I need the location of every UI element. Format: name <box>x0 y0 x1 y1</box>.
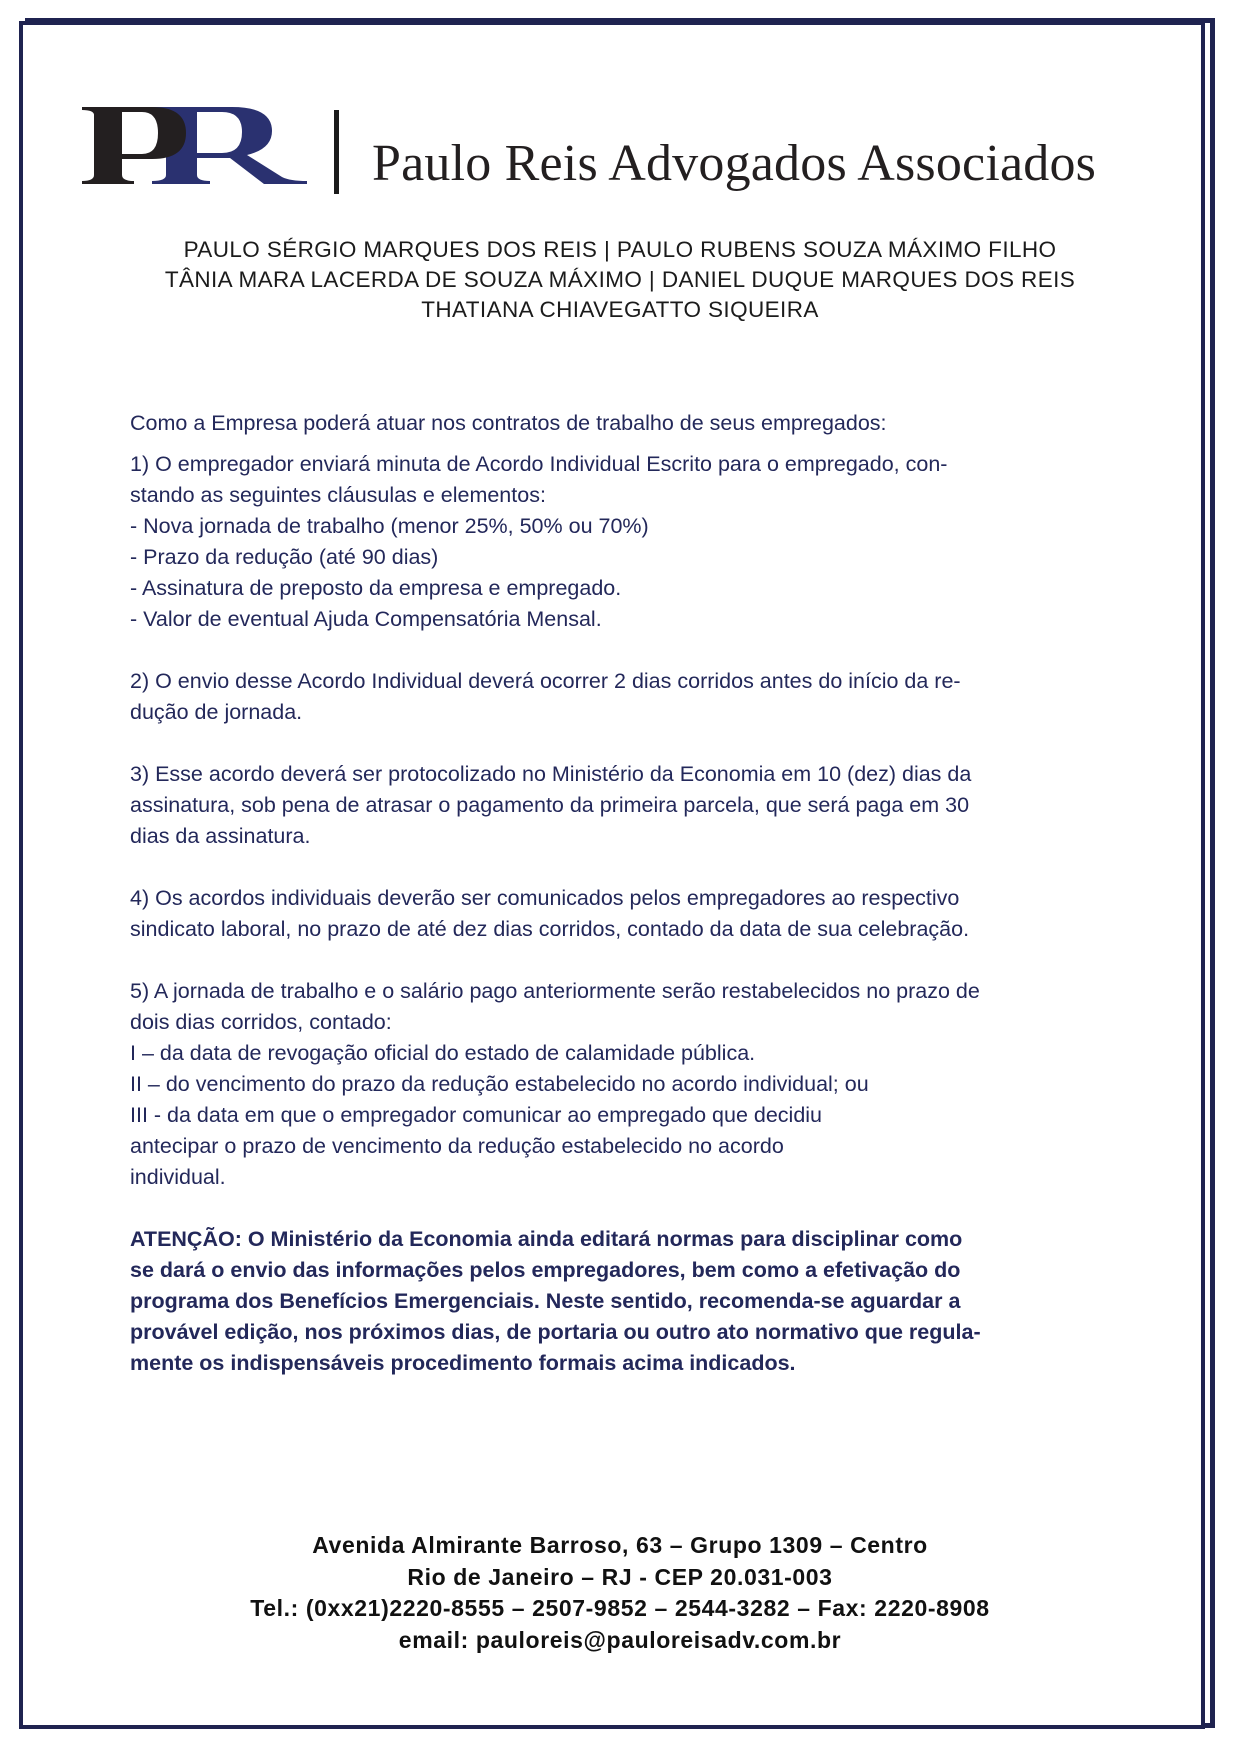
item-5-subitem: II – do vencimento do prazo da redução estabelecido no acordo individual; ou <box>130 1072 869 1096</box>
item-1-bullet: - Prazo da redução (até 90 dias) <box>130 545 439 569</box>
item-5-subitem: antecipar o prazo de vencimento da redução estabelecido no acordo <box>130 1134 784 1158</box>
item-4-line: 4) Os acordos individuais deverão ser comunicados pelos empregadores ao respectivo <box>130 886 960 910</box>
item-1-bullet: - Valor de eventual Ajuda Compensatória Mensal. <box>130 607 602 631</box>
item-2-line: 2) O envio desse Acordo Individual deverá ocorrer 2 dias corridos antes do início da re- <box>130 669 961 693</box>
item-3-line: dias da assinatura. <box>130 824 311 848</box>
partners-line: THATIANA CHIAVEGATTO SIQUEIRA <box>421 297 819 322</box>
item-1-bullet: - Nova jornada de trabalho (menor 25%, 50% ou 70%) <box>130 514 649 538</box>
item-5-subitem: I – da data de revogação oficial do estado de calamidade pública. <box>130 1041 756 1065</box>
item-1-line: stando as seguintes cláusulas e elementos: <box>130 483 546 507</box>
attention-line: mente os indispensáveis procedimento formais acima indicados. <box>130 1351 796 1375</box>
attention-line: programa dos Benefícios Emergenciais. Neste sentido, recomenda-se aguardar a <box>130 1289 961 1313</box>
item-3-line: 3) Esse acordo deverá ser protocolizado no Ministério da Economia em 10 (dez) dias da <box>130 762 972 786</box>
item-2-line: dução de jornada. <box>130 700 303 724</box>
firm-name: Paulo Reis Advogados Associados <box>372 135 1097 192</box>
item-2 <box>130 666 1130 728</box>
logo-divider <box>334 110 339 194</box>
attention-line: se dará o envio das informações pelos empregadores, bem como a efetivação do <box>130 1258 961 1282</box>
item-5 <box>130 976 1130 1193</box>
item-5-subitem: individual. <box>130 1165 226 1189</box>
partners-list <box>80 235 1160 325</box>
item-4 <box>130 883 1130 945</box>
attention-line: provável edição, nos próximos dias, de portaria ou outro ato normativo que regula- <box>130 1320 981 1344</box>
partners-line: PAULO SÉRGIO MARQUES DOS REIS | PAULO RUBENS SOUZA MÁXIMO FILHO <box>183 237 1057 262</box>
partners-line: TÂNIA MARA LACERDA DE SOUZA MÁXIMO | DANIEL DUQUE MARQUES DOS REIS <box>164 267 1076 292</box>
item-5-line: dois dias corridos, contado: <box>130 1010 392 1034</box>
item-1-line: 1) O empregador enviará minuta de Acordo Individual Escrito para o empregado, con- <box>130 452 948 476</box>
item-3-line: assinatura, sob pena de atrasar o pagamento da primeira parcela, que será paga em 30 <box>130 793 970 817</box>
contact-footer <box>80 1530 1160 1656</box>
firm-logo <box>82 103 307 185</box>
footer-city: Rio de Janeiro – RJ - CEP 20.031-003 <box>407 1563 833 1590</box>
intro-paragraph: Como a Empresa poderá atuar nos contratos de trabalho de seus empregados: <box>130 411 887 435</box>
item-5-subitem: III - da data em que o empregador comunicar ao empregado que decidiu <box>130 1103 823 1127</box>
item-4-line: sindicato laboral, no prazo de até dez dias corridos, contado da data de sua celebração. <box>130 917 970 941</box>
item-3 <box>130 759 1130 852</box>
attention-line: ATENÇÃO: O Ministério da Economia ainda editará normas para disciplinar como <box>130 1227 963 1251</box>
logo-monogram <box>82 107 307 184</box>
document-body <box>130 408 1130 1379</box>
footer-phones: Tel.: (0xx21)2220-8555 – 2507-9852 – 2544-3282 – Fax: 2220-8908 <box>250 1595 990 1621</box>
item-1-bullet: - Assinatura de preposto da empresa e empregado. <box>130 576 622 600</box>
footer-address: Avenida Almirante Barroso, 63 – Grupo 1309 – Centro <box>312 1532 928 1558</box>
attention-notice <box>130 1224 1130 1379</box>
item-1 <box>130 449 1130 635</box>
footer-email: email: pauloreis@pauloreisadv.com.br <box>398 1626 842 1653</box>
item-5-line: 5) A jornada de trabalho e o salário pago anteriormente serão restabelecidos no prazo de <box>130 979 980 1003</box>
